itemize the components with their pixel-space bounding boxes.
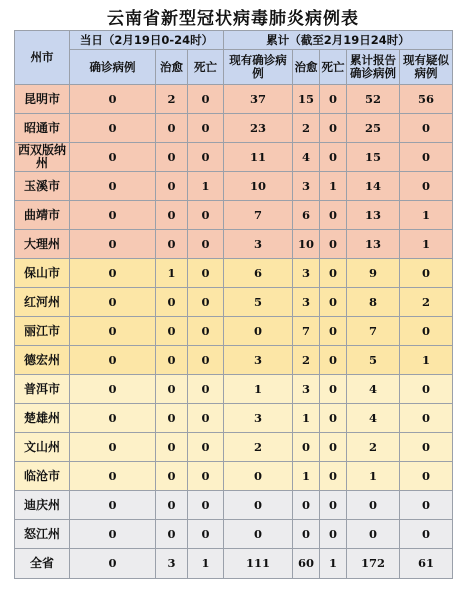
cell-value: 0	[70, 288, 156, 317]
cell-value: 7	[224, 201, 293, 230]
cell-value: 7	[293, 317, 320, 346]
table-row	[15, 462, 453, 491]
cell-value: 0	[400, 114, 453, 143]
table-row	[15, 259, 453, 288]
cell-value: 0	[156, 491, 188, 520]
city-name: 楚雄州	[15, 404, 70, 433]
table-row	[15, 114, 453, 143]
cell-value: 13	[347, 230, 400, 259]
cell-value: 0	[70, 549, 156, 579]
cell-value: 0	[156, 201, 188, 230]
cell-value: 1	[320, 172, 347, 201]
cell-value: 3	[224, 404, 293, 433]
cell-value: 0	[188, 317, 224, 346]
cell-value: 0	[293, 491, 320, 520]
cell-value: 1	[400, 230, 453, 259]
cell-value: 4	[293, 143, 320, 172]
cell-value: 1	[224, 375, 293, 404]
cell-value: 1	[400, 346, 453, 375]
cell-value: 60	[293, 549, 320, 579]
cell-value: 0	[188, 375, 224, 404]
cell-value: 3	[224, 346, 293, 375]
header-today-dead: 死亡	[188, 50, 224, 85]
city-name: 德宏州	[15, 346, 70, 375]
cell-value: 9	[347, 259, 400, 288]
cell-value: 0	[70, 404, 156, 433]
cell-value: 0	[347, 491, 400, 520]
cell-value: 3	[293, 288, 320, 317]
cell-value: 0	[224, 317, 293, 346]
cell-value: 0	[188, 85, 224, 114]
cell-value: 0	[156, 230, 188, 259]
cell-value: 3	[293, 259, 320, 288]
cell-value: 0	[156, 114, 188, 143]
cell-value: 3	[293, 172, 320, 201]
city-name: 迪庆州	[15, 491, 70, 520]
cell-value: 0	[70, 462, 156, 491]
header-cum-reported: 累计报告确诊病例	[347, 50, 400, 85]
cell-value: 0	[70, 259, 156, 288]
cell-value: 2	[347, 433, 400, 462]
cell-value: 0	[70, 201, 156, 230]
cell-value: 23	[224, 114, 293, 143]
cell-value: 0	[224, 491, 293, 520]
cell-value: 0	[400, 317, 453, 346]
cell-value: 5	[347, 346, 400, 375]
cell-value: 0	[320, 346, 347, 375]
cell-value: 52	[347, 85, 400, 114]
table-row	[15, 433, 453, 462]
cell-value: 4	[347, 375, 400, 404]
cell-value: 25	[347, 114, 400, 143]
cell-value: 0	[156, 404, 188, 433]
cell-value: 0	[320, 520, 347, 549]
city-name: 玉溪市	[15, 172, 70, 201]
header-today-confirmed: 确诊病例	[70, 50, 156, 85]
cell-value: 0	[188, 114, 224, 143]
cell-value: 2	[156, 85, 188, 114]
cell-value: 0	[188, 346, 224, 375]
cell-value: 10	[293, 230, 320, 259]
header-cum-cured: 治愈	[293, 50, 320, 85]
city-name: 保山市	[15, 259, 70, 288]
cell-value: 0	[320, 404, 347, 433]
total-row	[15, 549, 453, 579]
header-cum-suspected: 现有疑似病例	[400, 50, 453, 85]
cell-value: 6	[224, 259, 293, 288]
cell-value: 3	[224, 230, 293, 259]
cell-value: 0	[70, 346, 156, 375]
cell-value: 0	[156, 375, 188, 404]
cell-value: 1	[188, 172, 224, 201]
cell-value: 0	[156, 433, 188, 462]
cell-value: 0	[320, 288, 347, 317]
cell-value: 3	[293, 375, 320, 404]
cell-value: 0	[188, 433, 224, 462]
table-row	[15, 375, 453, 404]
cell-value: 0	[224, 462, 293, 491]
cell-value: 1	[156, 259, 188, 288]
city-name: 丽江市	[15, 317, 70, 346]
cell-value: 0	[70, 375, 156, 404]
case-table	[14, 30, 453, 579]
cell-value: 1	[188, 549, 224, 579]
cell-value: 2	[224, 433, 293, 462]
cell-value: 0	[70, 491, 156, 520]
cell-value: 1	[293, 462, 320, 491]
cell-value: 0	[400, 404, 453, 433]
header-city: 州市	[15, 31, 70, 85]
cell-value: 37	[224, 85, 293, 114]
cell-value: 0	[400, 491, 453, 520]
city-name: 昆明市	[15, 85, 70, 114]
cell-value: 2	[293, 346, 320, 375]
cell-value: 0	[320, 259, 347, 288]
cell-value: 14	[347, 172, 400, 201]
cell-value: 0	[224, 520, 293, 549]
cell-value: 0	[188, 259, 224, 288]
cell-value: 0	[70, 143, 156, 172]
header-cum-current: 现有确诊病例	[224, 50, 293, 85]
cell-value: 5	[224, 288, 293, 317]
cell-value: 0	[188, 143, 224, 172]
cell-value: 111	[224, 549, 293, 579]
table-row	[15, 520, 453, 549]
cell-value: 3	[156, 549, 188, 579]
city-name: 红河州	[15, 288, 70, 317]
city-name: 临沧市	[15, 462, 70, 491]
cell-value: 0	[156, 288, 188, 317]
table-row	[15, 346, 453, 375]
cell-value: 8	[347, 288, 400, 317]
cell-value: 172	[347, 549, 400, 579]
city-name: 西双版纳州	[15, 143, 70, 172]
cell-value: 0	[320, 143, 347, 172]
cell-value: 2	[293, 114, 320, 143]
cell-value: 0	[70, 433, 156, 462]
cell-value: 0	[400, 172, 453, 201]
table-row	[15, 172, 453, 201]
cell-value: 0	[400, 433, 453, 462]
cell-value: 61	[400, 549, 453, 579]
cell-value: 1	[293, 404, 320, 433]
table-title: 云南省新型冠状病毒肺炎病例表	[107, 9, 359, 29]
cell-value: 0	[293, 433, 320, 462]
cell-value: 0	[70, 114, 156, 143]
cell-value: 0	[320, 491, 347, 520]
cell-value: 0	[320, 201, 347, 230]
cell-value: 0	[188, 230, 224, 259]
city-name: 昭通市	[15, 114, 70, 143]
cell-value: 0	[320, 230, 347, 259]
cell-value: 56	[400, 85, 453, 114]
cell-value: 4	[347, 404, 400, 433]
table-row	[15, 491, 453, 520]
cell-value: 0	[70, 520, 156, 549]
cell-value: 0	[188, 491, 224, 520]
table-row	[15, 85, 453, 114]
cell-value: 0	[188, 288, 224, 317]
city-name: 全省	[15, 549, 70, 579]
cell-value: 6	[293, 201, 320, 230]
cell-value: 0	[188, 462, 224, 491]
cell-value: 0	[188, 520, 224, 549]
cell-value: 0	[320, 462, 347, 491]
cell-value: 0	[320, 114, 347, 143]
cell-value: 0	[188, 404, 224, 433]
cell-value: 0	[320, 433, 347, 462]
header-cum-dead: 死亡	[320, 50, 347, 85]
cell-value: 0	[400, 143, 453, 172]
header-group-cumulative: 累计（截至2月19日24时）	[224, 31, 453, 50]
city-name: 文山州	[15, 433, 70, 462]
cell-value: 0	[156, 143, 188, 172]
cell-value: 11	[224, 143, 293, 172]
cell-value: 0	[400, 520, 453, 549]
table-row	[15, 404, 453, 433]
cell-value: 0	[400, 375, 453, 404]
cell-value: 0	[400, 462, 453, 491]
table-row	[15, 288, 453, 317]
cell-value: 0	[156, 462, 188, 491]
header-today-cured: 治愈	[156, 50, 188, 85]
city-name: 普洱市	[15, 375, 70, 404]
cell-value: 0	[70, 85, 156, 114]
cell-value: 0	[347, 520, 400, 549]
cell-value: 0	[400, 259, 453, 288]
city-name: 怒江州	[15, 520, 70, 549]
cell-value: 0	[70, 230, 156, 259]
cell-value: 0	[156, 520, 188, 549]
cell-value: 0	[156, 172, 188, 201]
cell-value: 0	[156, 317, 188, 346]
cell-value: 1	[347, 462, 400, 491]
table-row	[15, 201, 453, 230]
cell-value: 0	[320, 375, 347, 404]
header-group-today: 当日（2月19日0-24时）	[70, 31, 224, 50]
cell-value: 0	[156, 346, 188, 375]
cell-value: 1	[320, 549, 347, 579]
cell-value: 0	[320, 317, 347, 346]
cell-value: 1	[400, 201, 453, 230]
cell-value: 13	[347, 201, 400, 230]
table-row	[15, 230, 453, 259]
cell-value: 7	[347, 317, 400, 346]
city-name: 大理州	[15, 230, 70, 259]
cell-value: 0	[70, 172, 156, 201]
cell-value: 0	[293, 520, 320, 549]
city-name: 曲靖市	[15, 201, 70, 230]
cell-value: 0	[70, 317, 156, 346]
cell-value: 0	[320, 85, 347, 114]
cell-value: 15	[293, 85, 320, 114]
cell-value: 15	[347, 143, 400, 172]
cell-value: 2	[400, 288, 453, 317]
cell-value: 0	[188, 201, 224, 230]
table-row	[15, 143, 453, 172]
table-row	[15, 317, 453, 346]
cell-value: 10	[224, 172, 293, 201]
